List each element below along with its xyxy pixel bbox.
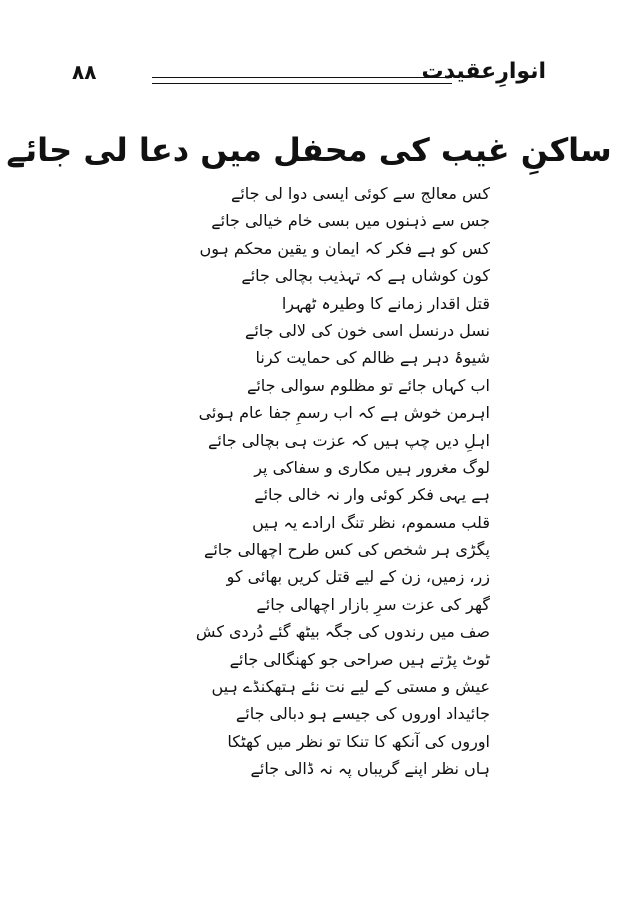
verse-line: ہے یہی فکر کوئی وار نہ خالی جائے xyxy=(254,485,490,505)
verse-line: لوگ مغرور ہیں مکاری و سفاکی پر xyxy=(254,457,490,477)
verse-line: شیوۂ دہر ہے ظالم کی حمایت کرنا xyxy=(255,348,490,368)
verse-line: ہاں نظر اپنے گریباں پہ نہ ڈالی جائے xyxy=(250,759,490,779)
verse-line: گھر کی عزت سرِ بازار اچھالی جائے xyxy=(256,594,490,614)
verse-line: اہلِ دیں چپ ہیں کہ عزت ہی بچالی جائے xyxy=(208,430,490,450)
verse-line: صف میں رندوں کی جگہ بیٹھ گئے دُردی کش xyxy=(195,622,490,642)
verse-line: ٹوٹ پڑتے ہیں صراحی جو کھنگالی جائے xyxy=(229,649,490,669)
verse-line: کون کوشاں ہے کہ تہذیب بچالی جائے xyxy=(241,266,490,286)
verse-line: کس کو ہے فکر کہ ایمان و یقین محکم ہوں xyxy=(199,238,490,258)
verse-line: قلب مسموم، نظر تنگ ارادے یہ ہیں xyxy=(252,512,490,532)
verse-line: اب کہاں جائے تو مظلوم سوالی جائے xyxy=(246,375,490,395)
verse-line: جس سے ذہنوں میں بسی خام خیالی جائے xyxy=(211,211,490,231)
page-number: ۸۸ xyxy=(72,60,97,84)
verse-list xyxy=(180,180,490,783)
header-rule-lower xyxy=(152,83,452,84)
verse-line: قتل اقدار زمانے کا وطیرہ ٹھہرا xyxy=(281,293,490,313)
verse-line: عیش و مستی کے لیے نت نئے ہتھکنڈے ہیں xyxy=(211,677,490,697)
verse-line: پگڑی ہر شخص کی کس طرح اچھالی جائے xyxy=(203,540,490,560)
book-title: انوارِعقیدت xyxy=(421,59,546,84)
header-rule-upper xyxy=(152,77,452,78)
verse-line: جائیداد اوروں کی جیسے ہو دبالی جائے xyxy=(235,704,490,724)
poem-title: ساکنِ غیب کی محفل میں دعا لی جائے xyxy=(6,131,612,169)
verse-line: اہرمن خوش ہے کہ اب رسمِ جفا عام ہوئی xyxy=(198,403,490,423)
verse-line: زر، زمیں، زن کے لیے قتل کریں بھائی کو xyxy=(226,567,490,587)
verse-line: نسل درنسل اسی خون کی لالی جائے xyxy=(244,320,490,340)
verse-line: کس معالج سے کوئی ایسی دوا لی جائے xyxy=(230,184,490,203)
verse-line: اوروں کی آنکھ کا تنکا تو نظر میں کھٹکا xyxy=(227,731,490,751)
